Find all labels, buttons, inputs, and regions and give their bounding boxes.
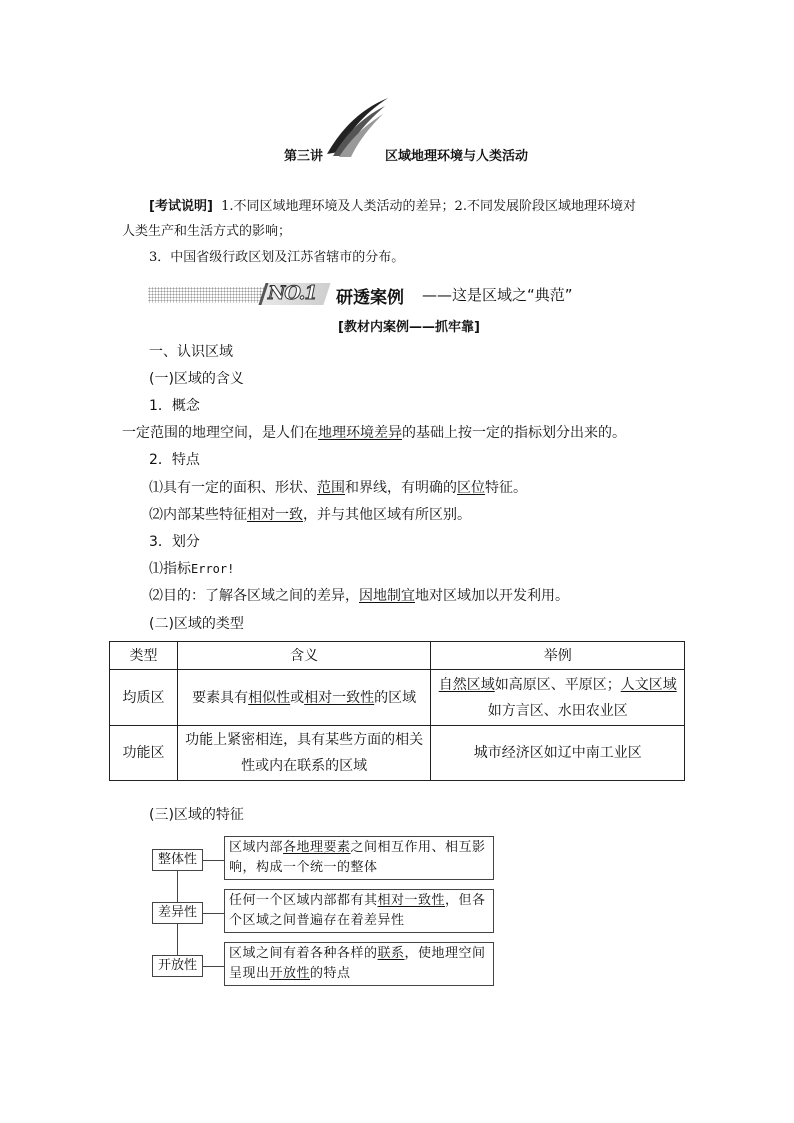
division-line2 (149, 586, 569, 606)
division-l2-a: ⑵目的：了解各区域之间的差异， (149, 588, 359, 604)
concept-text-a: 一定范围的地理空间，是人们在 (122, 425, 318, 441)
table-header-type: 类型 (110, 642, 178, 670)
features-l1-a: ⑴具有一定的面积、形状、 (149, 480, 317, 496)
item-concept-title: 1．概念 (149, 398, 200, 414)
meaning-a: 要素具有 (192, 689, 249, 706)
difference-b: ，但各个区域之间普遍存在着差异性 (229, 893, 486, 928)
table-header-example: 举例 (431, 642, 685, 670)
features-line1 (149, 478, 527, 498)
features-l1-c: 特征。 (485, 480, 527, 496)
label-openness: 开放性 (152, 955, 203, 977)
concept-underline: 地理环境差异 (318, 425, 402, 441)
exam-note-line3: 3．中国省级行政区划及江苏省辖市的分布。 (149, 250, 405, 265)
exam-note-text1: 1.不同区域地理环境及人类活动的差异；2.不同发展阶段区域地理环境对 (221, 199, 636, 214)
cell-meaning (177, 670, 431, 726)
text-integrity (224, 836, 494, 880)
openness-a: 区域之间有着各种各样的 (229, 946, 378, 961)
text-difference (224, 889, 494, 933)
cell-type: 均质区 (110, 670, 178, 726)
openness-b: ，使地理空间呈现出 (229, 946, 486, 981)
openness-c: 的特点 (310, 966, 351, 981)
cell-example: 城市经济区如辽中南工业区 (431, 726, 685, 781)
cell-example (431, 670, 685, 726)
difference-u: 相对一致性 (377, 893, 446, 908)
meaning-u2: 相对一致性 (304, 689, 375, 706)
integrity-a: 区域内部 (229, 840, 284, 855)
example-a: 如高原区、平原区； (494, 676, 621, 693)
table-header-meaning: 含义 (177, 642, 431, 670)
diagram-connector-2 (202, 913, 224, 914)
division-l2-b: 地对区域加以开发利用。 (415, 588, 569, 604)
heading-understand-region: 一、认识区域 (149, 344, 233, 360)
swoosh-logo-icon (325, 96, 390, 158)
exam-note-line2: 人类生产和生活方式的影响； (122, 224, 292, 239)
page-title: 区域地理环境与人类活动 (385, 149, 529, 164)
openness-u2: 开放性 (269, 966, 311, 981)
heading-region-characteristics: (三)区域的特征 (149, 807, 244, 823)
concept-text-b: 的基础上按一定的指标划分出来的。 (402, 425, 626, 441)
meaning-line1: 功能上紧密相连，具有某些方面的相关 (185, 732, 424, 748)
concept-text (122, 423, 626, 443)
division-l2-u: 因地制宜 (359, 588, 415, 604)
section-heading: [教材内案例——抓牢靠] (338, 320, 480, 335)
meaning-c: 的区域 (374, 689, 417, 706)
label-difference: 差异性 (152, 902, 203, 924)
example-u2: 人文区域 (620, 676, 677, 693)
banner-subtitle: ——这是区域之“典范” (422, 286, 573, 304)
example-u1: 自然区域 (438, 676, 495, 693)
features-l2-a: ⑵内部某些特征 (149, 507, 247, 523)
integrity-b: 之间相互作用、相互影响，构成一个统一的整体 (229, 840, 486, 875)
features-l2-b: ，并与其他区域有所区别。 (303, 507, 471, 523)
division-l1-a: ⑴指标 (149, 561, 191, 577)
table-header-row (110, 642, 685, 670)
banner-dots-decoration (148, 287, 268, 303)
meaning-b: 或 (290, 689, 305, 706)
features-l2-u: 相对一致 (247, 507, 303, 523)
features-line2 (149, 505, 471, 525)
item-division-title: 3．划分 (149, 534, 200, 550)
cell-meaning (177, 726, 431, 781)
diagram-connector-1 (202, 860, 224, 861)
meaning-line2: 性或内在联系的区域 (241, 758, 368, 774)
division-error-text: Error! (191, 562, 235, 576)
features-l1-u2: 区位 (457, 480, 485, 496)
heading-region-types: (二)区域的类型 (149, 616, 244, 632)
features-l1-u1: 范围 (317, 480, 345, 496)
difference-a: 任何一个区域内部都有其 (229, 893, 378, 908)
table-row (110, 726, 685, 781)
table-row (110, 670, 685, 726)
exam-note-line1 (149, 195, 636, 214)
region-types-table (109, 641, 685, 781)
openness-u1: 联系 (377, 946, 405, 961)
features-l1-b: 和界线，有明确的 (345, 480, 457, 496)
banner-main-title: 研透案例 (336, 288, 404, 308)
example-b: 如方言区、水田农业区 (487, 702, 628, 719)
diagram-connector-3 (202, 966, 224, 967)
cell-type: 功能区 (110, 726, 178, 781)
integrity-u: 各地理要素 (283, 840, 351, 855)
heading-region-meaning: (一)区域的含义 (149, 371, 244, 387)
banner-badge-number: NO.1 (268, 282, 317, 304)
label-integrity: 整体性 (152, 849, 203, 871)
item-features-title: 2．特点 (149, 452, 200, 468)
text-openness (224, 942, 494, 986)
exam-note-label: [考试说明] (149, 199, 213, 214)
meaning-u1: 相似性 (248, 689, 291, 706)
lecture-number: 第三讲 (284, 149, 324, 164)
division-line1 (149, 559, 234, 579)
